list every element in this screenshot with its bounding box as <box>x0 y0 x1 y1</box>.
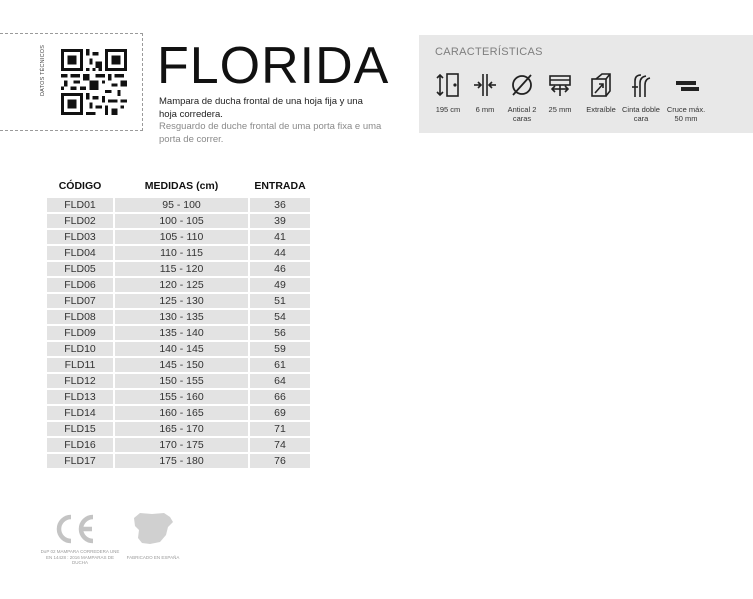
cell-entry: 56 <box>250 326 310 340</box>
cell-entry: 71 <box>250 422 310 436</box>
cell-code: FLD08 <box>47 310 113 324</box>
cell-code: FLD04 <box>47 246 113 260</box>
height-icon <box>434 71 462 99</box>
cell-entry: 36 <box>250 198 310 212</box>
feature-glass-label: 6 mm <box>475 105 495 114</box>
cell-code: FLD14 <box>47 406 113 420</box>
table-row <box>47 230 310 244</box>
profile-icon <box>546 71 574 99</box>
table-row <box>47 246 310 260</box>
cell-entry: 66 <box>250 390 310 404</box>
cell-entry: 64 <box>250 374 310 388</box>
cell-code: FLD07 <box>47 294 113 308</box>
cell-measures: 145 - 150 <box>115 358 248 372</box>
table-row <box>47 214 310 228</box>
table-body <box>47 198 310 468</box>
measurements-table <box>45 176 312 470</box>
table-row <box>47 406 310 420</box>
table-row <box>47 390 310 404</box>
feature-crossing <box>663 71 709 123</box>
anti-limescale-icon <box>508 71 536 99</box>
feature-profile-label: 25 mm <box>548 105 572 114</box>
cell-measures: 165 - 170 <box>115 422 248 436</box>
table-row <box>47 198 310 212</box>
feature-height-label: 195 cm <box>435 105 461 114</box>
ce-mark-icon <box>52 512 98 546</box>
feature-removable-label: Extraíble <box>586 105 616 114</box>
cell-code: FLD10 <box>47 342 113 356</box>
qr-label: DATOS TÉCNICOS <box>40 44 46 96</box>
qr-code[interactable] <box>61 49 127 115</box>
cell-code: FLD16 <box>47 438 113 452</box>
features-title: CARACTERÍSTICAS <box>435 46 543 58</box>
cell-code: FLD01 <box>47 198 113 212</box>
cell-entry: 51 <box>250 294 310 308</box>
table-row <box>47 262 310 276</box>
features-panel <box>419 35 753 133</box>
cell-entry: 76 <box>250 454 310 468</box>
table-row <box>47 310 310 324</box>
product-title: FLORIDA <box>157 37 390 95</box>
cell-entry: 46 <box>250 262 310 276</box>
cell-measures: 170 - 175 <box>115 438 248 452</box>
table-row <box>47 326 310 340</box>
cell-entry: 54 <box>250 310 310 324</box>
feature-crossing-label: Cruce máx. 50 mm <box>666 105 706 123</box>
header-measures: MEDIDAS (cm) <box>144 180 219 192</box>
cell-entry: 61 <box>250 358 310 372</box>
cell-measures: 100 - 105 <box>115 214 248 228</box>
table-row <box>47 358 310 372</box>
cell-code: FLD15 <box>47 422 113 436</box>
cell-measures: 135 - 140 <box>115 326 248 340</box>
made-in-spain-text: FABRICADO EN ESPAÑA <box>126 555 180 560</box>
feature-tape <box>618 71 664 123</box>
cell-code: FLD02 <box>47 214 113 228</box>
ce-certification-text: DoP 02 MAMPARA CORREDERA UNE EN 14428 : 2016 MAMPARAS DE DUCHA <box>40 549 120 565</box>
cell-entry: 39 <box>250 214 310 228</box>
cell-code: FLD11 <box>47 358 113 372</box>
table-row <box>47 294 310 308</box>
cell-entry: 59 <box>250 342 310 356</box>
cell-code: FLD06 <box>47 278 113 292</box>
feature-anticalc-label: Antical 2 caras <box>507 105 537 123</box>
spain-map-icon <box>130 510 176 548</box>
cell-measures: 155 - 160 <box>115 390 248 404</box>
feature-profile <box>537 71 583 114</box>
cell-entry: 49 <box>250 278 310 292</box>
cell-measures: 130 - 135 <box>115 310 248 324</box>
description-es: Mampara de ducha frontal de una hoja fija y una hoja corredera. <box>159 96 363 120</box>
table-header-row <box>47 178 310 196</box>
header-entry: ENTRADA <box>254 180 306 192</box>
cell-entry: 41 <box>250 230 310 244</box>
table-row <box>47 454 310 468</box>
table-row <box>47 278 310 292</box>
cell-measures: 140 - 145 <box>115 342 248 356</box>
cell-code: FLD09 <box>47 326 113 340</box>
glass-thickness-icon <box>471 71 499 99</box>
cell-measures: 125 - 130 <box>115 294 248 308</box>
table-row <box>47 374 310 388</box>
cell-code: FLD13 <box>47 390 113 404</box>
description-pt: Resguardo de duche frontal de uma porta fixa e uma porta de correr. <box>159 121 382 145</box>
header-code: CÓDIGO <box>58 180 102 192</box>
cell-entry: 74 <box>250 438 310 452</box>
cell-code: FLD03 <box>47 230 113 244</box>
removable-icon <box>587 71 615 99</box>
max-crossing-icon <box>672 71 700 99</box>
cell-code: FLD17 <box>47 454 113 468</box>
cell-measures: 150 - 155 <box>115 374 248 388</box>
cell-measures: 175 - 180 <box>115 454 248 468</box>
cell-code: FLD05 <box>47 262 113 276</box>
cell-measures: 160 - 165 <box>115 406 248 420</box>
double-tape-icon <box>627 71 655 99</box>
cell-measures: 105 - 110 <box>115 230 248 244</box>
cell-measures: 95 - 100 <box>115 198 248 212</box>
cell-entry: 69 <box>250 406 310 420</box>
table-row <box>47 342 310 356</box>
cell-measures: 110 - 115 <box>115 246 248 260</box>
cell-measures: 115 - 120 <box>115 262 248 276</box>
feature-tape-label: Cinta doble cara <box>622 105 660 123</box>
cell-measures: 120 - 125 <box>115 278 248 292</box>
cell-entry: 44 <box>250 246 310 260</box>
cell-code: FLD12 <box>47 374 113 388</box>
table-row <box>47 422 310 436</box>
table-row <box>47 438 310 452</box>
